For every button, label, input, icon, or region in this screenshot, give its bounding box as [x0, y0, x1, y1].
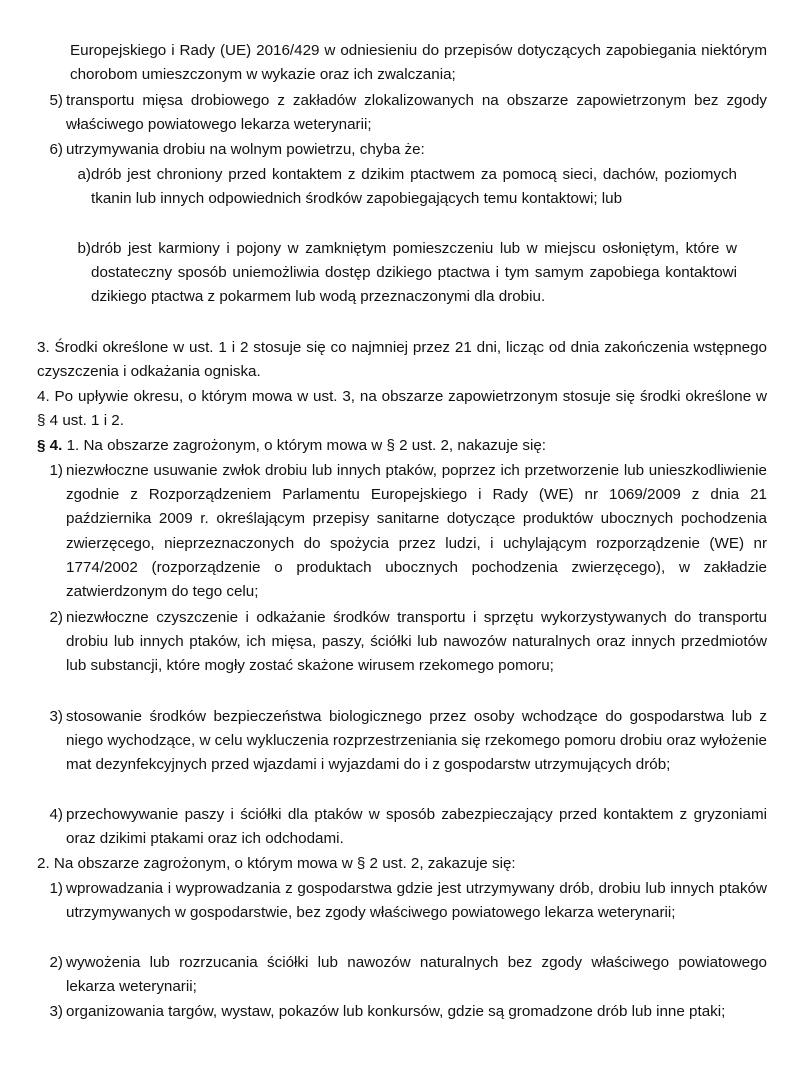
list-subitem-marker: a): [77, 166, 91, 183]
intro-continuation: Europejskiego i Rady (UE) 2016/429 w odniesieniu do przepisów dotyczących zapobiegania niektórym chorobom umieszczonym w wykazie oraz ich zwalczania;: [70, 42, 767, 84]
list-item: [35, 138, 767, 162]
list-subitem-text: drób jest karmiony i pojony w zamkniętym pomieszczeniu lub w miejscu osłoniętym, które w dostateczny sposób uniemożliwia dostęp dzikiego ptactwa i tym samym zapobiega kontaktowi dzikiego ptactwa z pokarmem lub wodą przeznaczonymi dla drobiu.: [91, 240, 737, 306]
list-subitem-marker: b): [77, 240, 91, 257]
list-item-marker: 2): [49, 609, 63, 626]
list-item-marker: 5): [49, 92, 63, 109]
list-subitem-text: drób jest chroniony przed kontaktem z dzikim ptactwem za pomocą sieci, dachów, poziomych tkanin lub innych odpowiednich środków zapobiegających temu kontaktowi; lub: [91, 166, 737, 208]
list-item-text: przechowywanie paszy i ściółki dla ptaków w sposób zabezpieczający przed kontaktem z gryzoniami oraz dzikimi ptakami oraz ich odchodami.: [66, 806, 767, 848]
list-item: [35, 1000, 767, 1024]
list-item-text: niezwłoczne usuwanie zwłok drobiu lub innych ptaków, poprzez ich przetworzenie lub unieszkodliwienie zgodnie z Rozporządzeniem Parlamentu Europejskiego i Rady (WE) nr 1069/2009 z dnia 21 października 2009 r. określającym przepisy sanitarne dotyczące produktów ubocznych pochodzenia zwierzęcego, nieprzeznaczonych do spożycia przez ludzi, i uchylającym rozporządzenie (WE) nr 1774/2002 (rozporządzenie o produktach ubocznych pochodzenia zwierzęcego), w zakładzie zatwierdzonym do tego celu;: [66, 462, 767, 601]
list-item-text: stosowanie środków bezpieczeństwa biologicznego przez osoby wchodzące do gospodarstwa lub z niego wychodzące, w celu wykluczenia rozprzestrzeniania się rzekomego pomoru drobiu oraz wyłożenie mat dezynfekcyjnych przed wjazdami i wyjazdami do i z gospodarstw utrzymujących drób;: [66, 708, 767, 774]
list-item-text: wprowadzania i wyprowadzania z gospodarstwa gdzie jest utrzymywany drób, drobiu lub innych ptaków utrzymywanych w gospodarstwie, bez zgody właściwego powiatowego lekarza weterynarii;: [66, 880, 767, 922]
list-item-text: transportu mięsa drobiowego z zakładów zlokalizowanych na obszarze zapowietrzonym bez zgody właściwego powiatowego lekarza weterynarii;: [66, 92, 767, 134]
section-4-heading: § 4.: [37, 437, 63, 454]
section-4-intro-text: 1. Na obszarze zagrożonym, o którym mowa w § 2 ust. 2, nakazuje się:: [62, 437, 547, 454]
list-item-marker: 6): [49, 141, 63, 158]
list-item-text: utrzymywania drobiu na wolnym powietrzu, chyba że:: [66, 141, 425, 158]
list-item-marker: 3): [49, 708, 63, 725]
paragraph-4: 4. Po upływie okresu, o którym mowa w ust. 3, na obszarze zapowietrzonym stosuje się środki określone w § 4 ust. 1 i 2.: [37, 388, 767, 430]
section-4-intro: [37, 434, 767, 458]
list-item: [35, 606, 767, 679]
list-subitem: [70, 237, 737, 310]
list-item: [35, 803, 767, 851]
paragraph-3: 3. Środki określone w ust. 1 i 2 stosuje się co najmniej przez 21 dni, licząc od dnia zakończenia wstępnego czyszczenia i odkażania ogniska.: [37, 339, 767, 381]
list-item-marker: 3): [49, 1003, 63, 1020]
list-subitem: [70, 163, 737, 211]
list-item-marker: 2): [49, 954, 63, 971]
section-4-paragraph-2: 2. Na obszarze zagrożonym, o którym mowa w § 2 ust. 2, zakazuje się:: [37, 855, 516, 872]
list-item: [35, 459, 767, 604]
list-item: [35, 877, 767, 925]
list-item-marker: 4): [49, 806, 63, 823]
list-item-marker: 1): [49, 462, 63, 479]
list-item-text: niezwłoczne czyszczenie i odkażanie środków transportu i sprzętu wykorzystywanych do transportu drobiu lub innych ptaków, ich mięsa, paszy, ściółki lub nawozów naturalnych oraz innych przedmiotów lub substancji, które mogły zostać skażone wirusem rzekomego pomoru;: [66, 609, 767, 675]
list-item-text: organizowania targów, wystaw, pokazów lub konkursów, gdzie są gromadzone drób lub inne ptaki;: [66, 1003, 726, 1020]
list-item: [35, 951, 767, 999]
list-item: [35, 705, 767, 778]
list-item-text: wywożenia lub rozrzucania ściółki lub nawozów naturalnych bez zgody właściwego powiatowego lekarza weterynarii;: [66, 954, 767, 996]
list-item: [35, 89, 767, 137]
list-item-marker: 1): [49, 880, 63, 897]
